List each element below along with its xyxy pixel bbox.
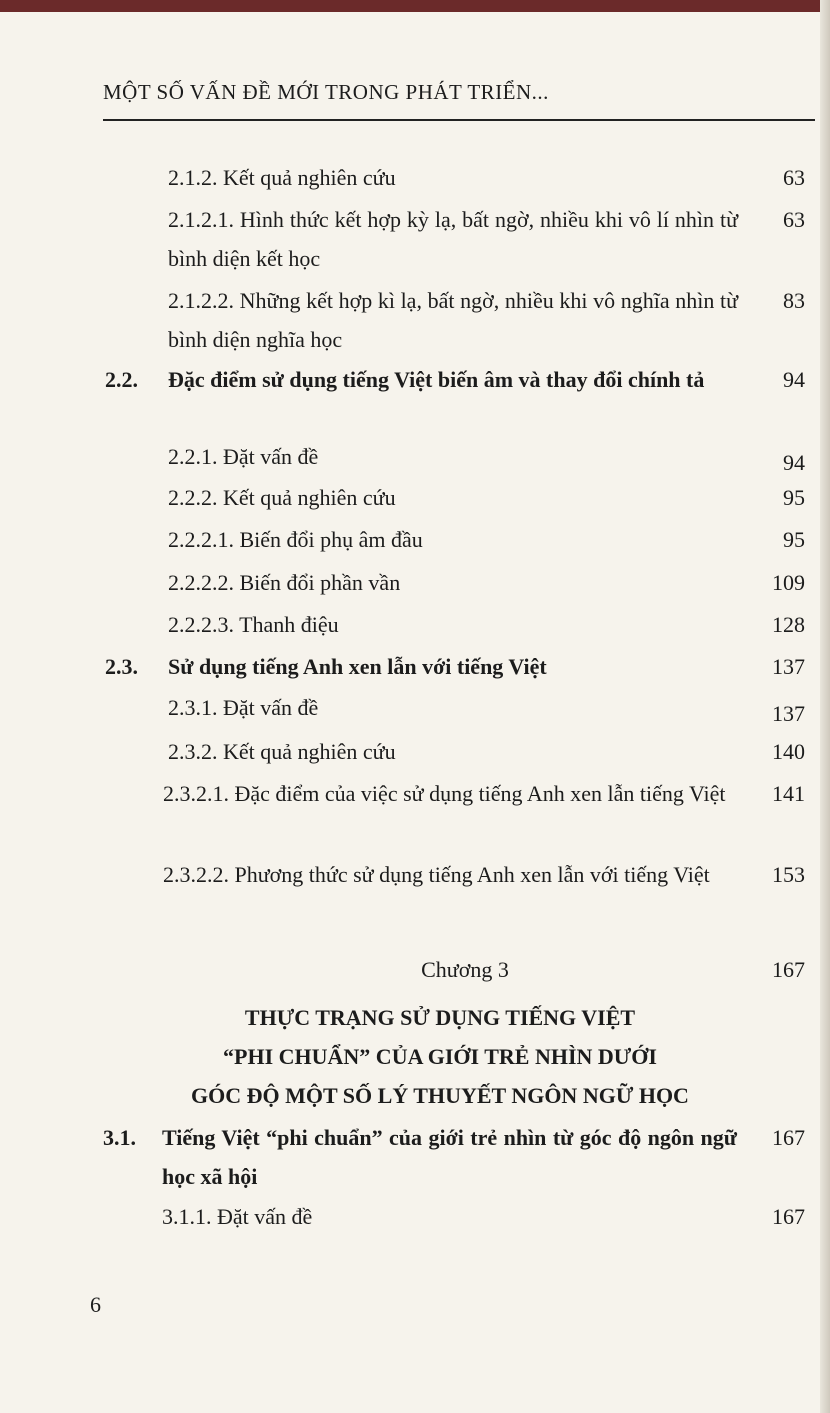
- toc-entry-text: 2.3.1. Đặt vấn đề: [168, 695, 319, 720]
- toc-entry: [0, 437, 830, 476]
- toc-section-entry: [0, 647, 830, 686]
- toc-entry-page: 109: [772, 570, 805, 595]
- toc-entry-page: 141: [772, 781, 805, 806]
- toc-entry-text: 2.2.1. Đặt vấn đề: [168, 444, 319, 469]
- book-edge-top: [0, 0, 830, 12]
- toc-entry: [0, 478, 830, 517]
- toc-section-entry: [0, 1118, 830, 1198]
- toc-section-number: 2.3.: [105, 654, 138, 679]
- running-header: MỘT SỐ VẤN ĐỀ MỚI TRONG PHÁT TRIỂN...: [103, 80, 549, 104]
- toc-entry-text: 2.3.2. Kết quả nghiên cứu: [168, 739, 396, 764]
- toc-section-entry: [0, 360, 830, 440]
- toc-entry-page: 63: [783, 165, 805, 190]
- toc-entry-text: 2.2.2.3. Thanh điệu: [168, 612, 339, 637]
- toc-entry-page: 95: [783, 485, 805, 510]
- toc-entry-text: 2.2.2.2. Biến đổi phần vần: [168, 570, 401, 595]
- toc-entry: [0, 158, 830, 197]
- toc-entry-page: 167: [772, 1204, 805, 1229]
- toc-entry-page: 140: [772, 739, 805, 764]
- toc-entry-text: Tiếng Việt “phi chuẩn” của giới trẻ nhìn từ góc độ ngôn ngữ học xã hội: [162, 1125, 737, 1189]
- chapter-title-line: “PHI CHUẨN” CỦA GIỚI TRẺ NHÌN DƯỚI: [223, 1044, 657, 1069]
- header-rule: [103, 119, 815, 121]
- chapter-title-line: GÓC ĐỘ MỘT SỐ LÝ THUYẾT NGÔN NGỮ HỌC: [191, 1083, 689, 1108]
- toc-entry-text: 2.2.2. Kết quả nghiên cứu: [168, 485, 396, 510]
- toc-entry-page: 153: [772, 862, 805, 887]
- toc-section-number: 3.1.: [103, 1125, 136, 1150]
- chapter-title-line: THỰC TRẠNG SỬ DỤNG TIẾNG VIỆT: [244, 1005, 636, 1030]
- page-folio: 6: [90, 1292, 101, 1317]
- toc-entry-text: Sử dụng tiếng Anh xen lẫn với tiếng Việt: [168, 654, 547, 679]
- toc-entry-page: 94: [783, 367, 805, 392]
- toc-entry: [0, 605, 830, 644]
- toc-entry-text: 2.3.2.1. Đặc điểm của việc sử dụng tiếng Anh xen lẫn tiếng Việt: [163, 781, 726, 806]
- toc-entry-page: 95: [783, 527, 805, 552]
- toc-entry-text: 3.1.1. Đặt vấn đề: [162, 1204, 313, 1229]
- toc-entry: [0, 774, 830, 854]
- toc-entry-page: 94: [783, 450, 805, 475]
- toc-entry-page: 63: [783, 207, 805, 232]
- toc-entry-text: Đặc điểm sử dụng tiếng Việt biến âm và thay đổi chính tả: [168, 367, 705, 392]
- chapter-label: Chương 3: [421, 957, 509, 982]
- toc-entry-page: 167: [772, 1125, 805, 1150]
- toc-entry-page: 137: [772, 654, 805, 679]
- toc-entry-page: 83: [783, 288, 805, 313]
- toc-entry: [0, 855, 830, 935]
- toc-entry: [0, 688, 830, 727]
- toc-entry: [0, 563, 830, 602]
- chapter-page: 167: [772, 957, 805, 982]
- toc-entry-text: 2.1.2.2. Những kết hợp kì lạ, bất ngờ, nhiều khi vô nghĩa nhìn từ bình diện nghĩa học: [168, 288, 738, 352]
- toc-entry-text: 2.1.2.1. Hình thức kết hợp kỳ lạ, bất ngờ, nhiều khi vô lí nhìn từ bình diện kết học: [168, 207, 738, 271]
- toc-entry: [0, 1197, 830, 1236]
- toc-entry-text: 2.2.2.1. Biến đổi phụ âm đầu: [168, 527, 423, 552]
- toc-entry: [0, 281, 830, 361]
- toc-entry-text: 2.3.2.2. Phương thức sử dụng tiếng Anh xen lẫn với tiếng Việt: [163, 862, 710, 887]
- toc-entry: [0, 732, 830, 771]
- toc-entry: [0, 200, 830, 280]
- toc-entry-text: 2.1.2. Kết quả nghiên cứu: [168, 165, 396, 190]
- toc-entry-page: 137: [772, 701, 805, 726]
- toc-entry-page: 128: [772, 612, 805, 637]
- toc-section-number: 2.2.: [105, 367, 138, 392]
- toc-entry: [0, 520, 830, 559]
